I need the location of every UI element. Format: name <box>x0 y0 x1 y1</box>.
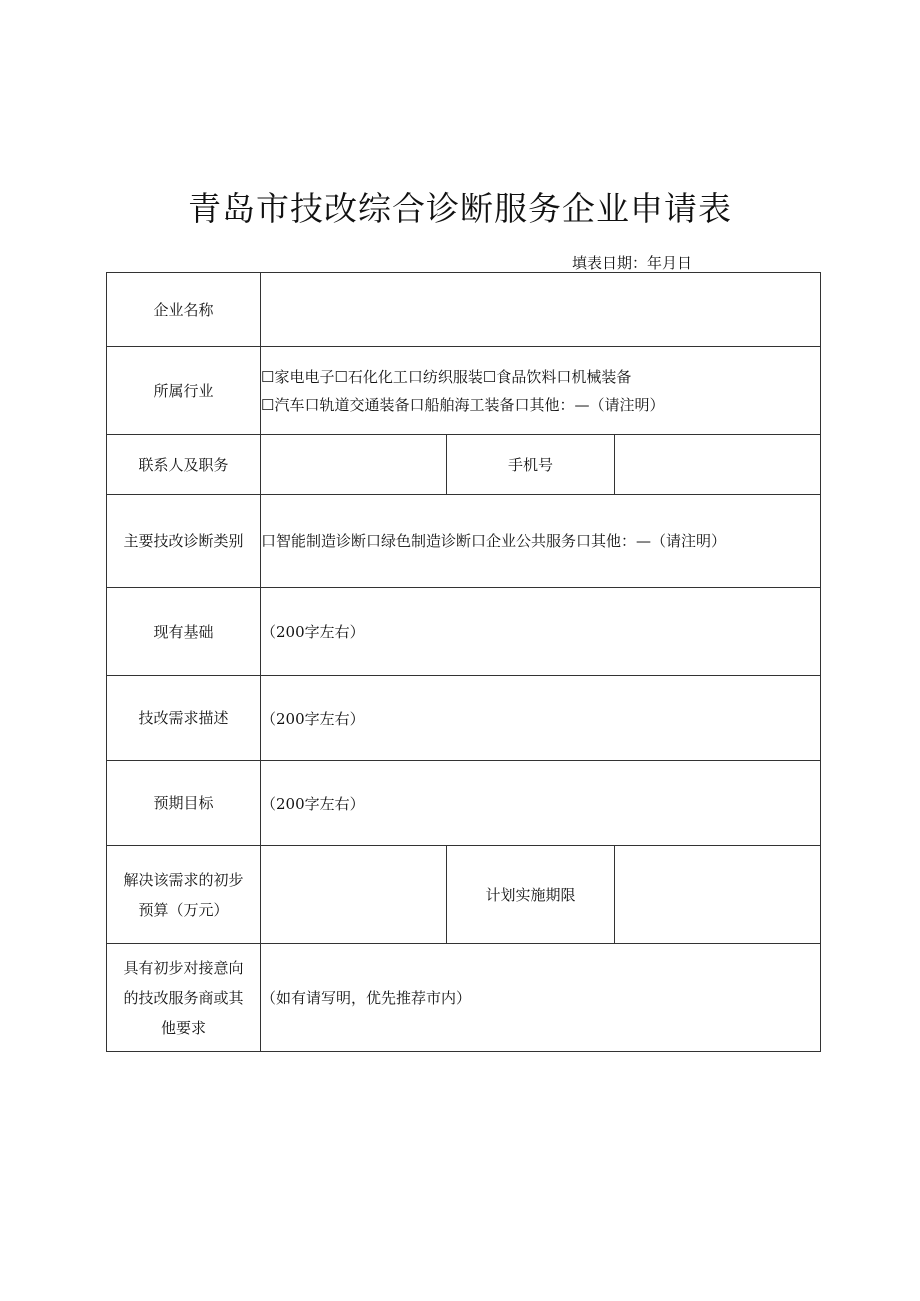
provider-field[interactable] <box>261 944 821 1052</box>
budget-field[interactable] <box>261 846 447 944</box>
contact-field[interactable] <box>261 435 447 495</box>
goal-field[interactable] <box>261 761 821 846</box>
foundation-label: 现有基础 <box>107 588 261 676</box>
provider-hint: （如有请写明，优先推荐市内） <box>261 989 472 1007</box>
foundation-field[interactable] <box>261 588 821 676</box>
demand-field[interactable] <box>261 676 821 761</box>
diagnosis-options-line[interactable]: 口智能制造诊断口绿色制造诊断口企业公共服务口其他：—（请注明） <box>261 532 727 550</box>
company-name-field[interactable] <box>261 273 821 347</box>
provider-label-line1: 具有初步对接意向 <box>123 958 244 977</box>
period-field[interactable] <box>615 846 821 944</box>
row-budget <box>107 846 821 944</box>
row-demand <box>107 676 821 761</box>
contact-label: 联系人及职务 <box>107 435 261 495</box>
phone-field[interactable] <box>615 435 821 495</box>
diagnosis-options[interactable] <box>261 495 821 588</box>
company-name-label: 企业名称 <box>107 273 261 347</box>
diagnosis-label: 主要技改诊断类别 <box>107 495 261 588</box>
row-industry <box>107 347 821 435</box>
industry-options-line2[interactable]: ☐汽车口轨道交通装备口船舶海工装备口其他：—（请注明） <box>261 395 665 414</box>
industry-options[interactable] <box>261 347 821 435</box>
budget-label <box>107 846 261 944</box>
provider-label-line2: 的技改服务商或其 <box>123 988 244 1007</box>
row-provider <box>107 944 821 1052</box>
provider-label-line3: 他要求 <box>160 1018 206 1037</box>
row-contact <box>107 435 821 495</box>
foundation-hint: （200字左右） <box>261 623 365 641</box>
row-foundation <box>107 588 821 676</box>
industry-label: 所属行业 <box>107 347 261 435</box>
fill-date: 填表日期：年月日 <box>572 254 693 272</box>
row-company-name <box>107 273 821 347</box>
demand-label: 技改需求描述 <box>107 676 261 761</box>
goal-hint: （200字左右） <box>261 794 365 813</box>
goal-label: 预期目标 <box>107 761 261 846</box>
budget-label-line1: 解决该需求的初步 <box>123 870 244 889</box>
row-diagnosis <box>107 495 821 588</box>
phone-label: 手机号 <box>447 435 615 495</box>
industry-options-line1[interactable]: ☐家电电子☐石化化工口纺织服装☐食品饮料口机械装备 <box>261 367 632 386</box>
application-form <box>106 272 821 1052</box>
period-label: 计划实施期限 <box>447 846 615 944</box>
provider-label <box>107 944 261 1052</box>
demand-hint: （200字左右） <box>261 709 365 728</box>
row-goal <box>107 761 821 846</box>
budget-label-line2: 预算（万元） <box>138 900 229 919</box>
page-title: 青岛市技改综合诊断服务企业申请表 <box>188 189 732 228</box>
